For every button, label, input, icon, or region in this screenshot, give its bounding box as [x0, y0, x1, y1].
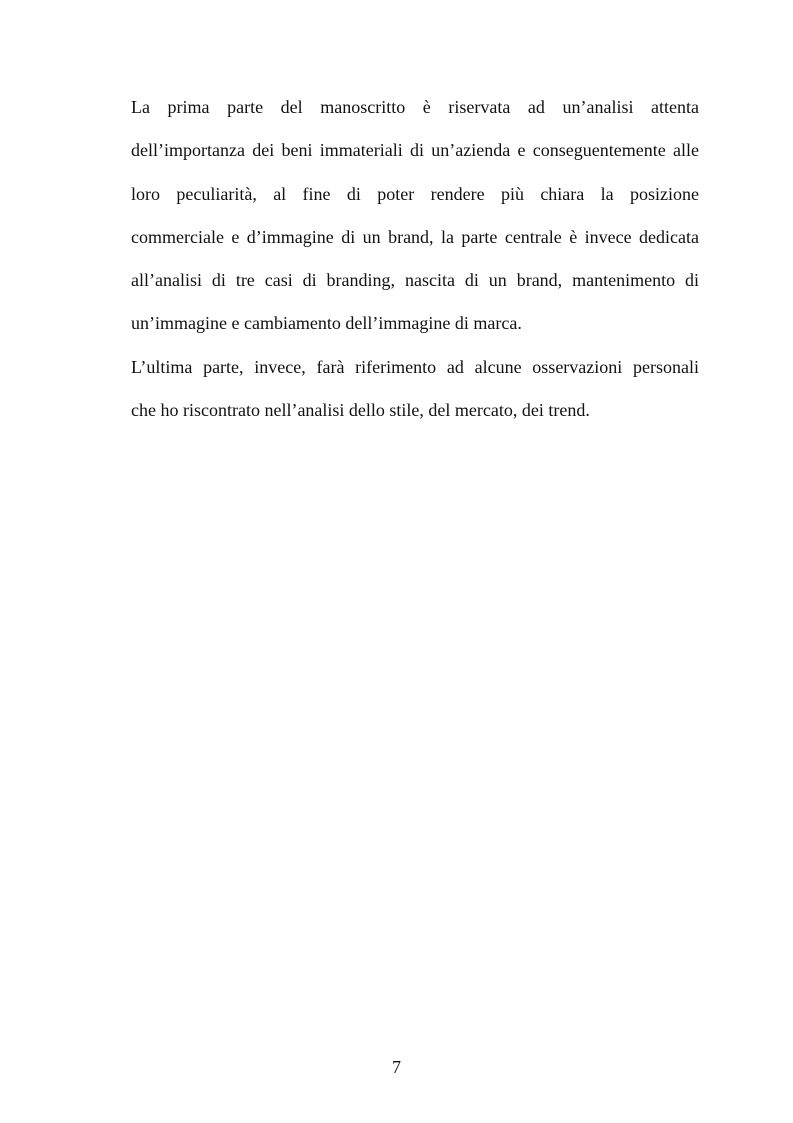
text-line: all’analisi di tre casi di branding, nascita di un brand, mantenimento di	[131, 270, 699, 291]
text-line: un’immagine e cambiamento dell’immagine di marca.	[131, 313, 522, 334]
body-text	[131, 92, 699, 438]
text-line: La prima parte del manoscritto è riservata ad un’analisi attenta	[131, 97, 699, 117]
text-line: commerciale e d’immagine di un brand, la parte centrale è invece dedicata	[131, 226, 699, 247]
page-number: 7	[392, 1057, 401, 1077]
text-line: dell’importanza dei beni immateriali di un’azienda e conseguentemente alle	[131, 140, 699, 161]
text-line: L’ultima parte, invece, farà riferimento ad alcune osservazioni personali	[131, 356, 699, 377]
text-line: loro peculiarità, al fine di poter rendere più chiara la posizione	[131, 183, 699, 204]
text-line: che ho riscontrato nell’analisi dello stile, del mercato, dei trend.	[131, 400, 590, 421]
